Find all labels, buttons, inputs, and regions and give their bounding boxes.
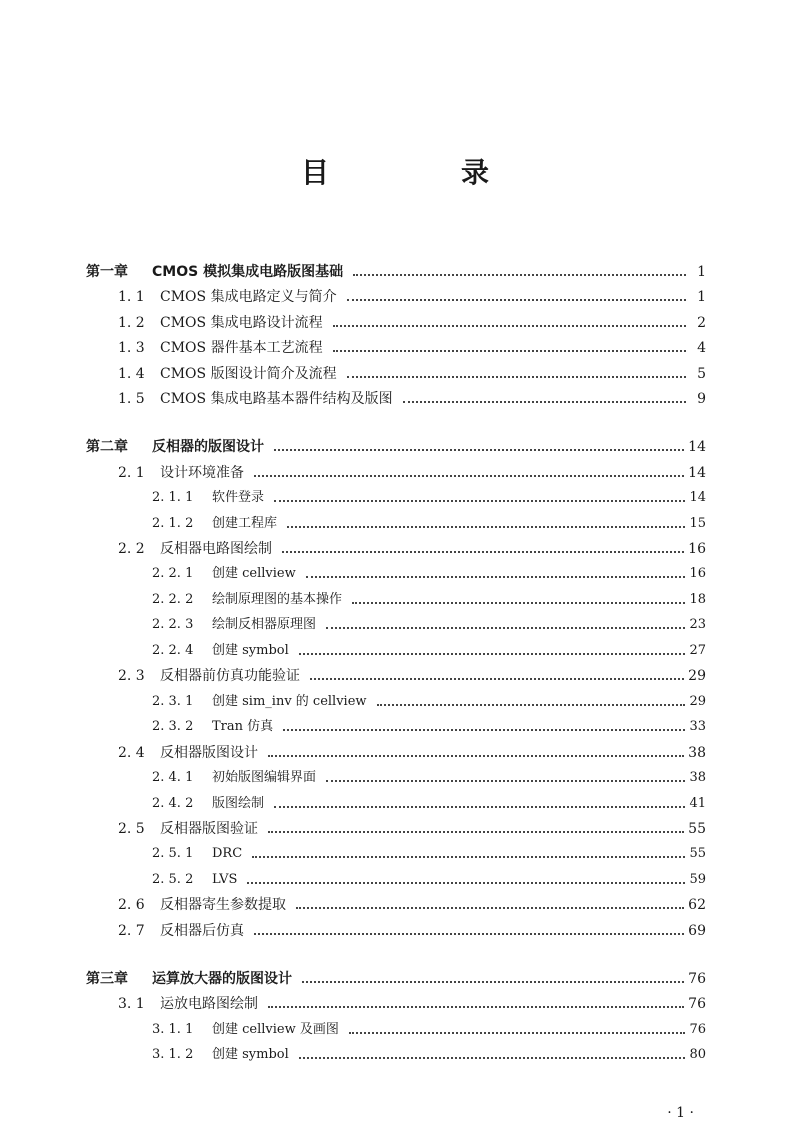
toc-number: 1. 3: [118, 340, 145, 357]
toc-chapter: [86, 434, 706, 456]
toc-number: 2. 7: [118, 922, 145, 939]
dot-leader: [333, 350, 686, 352]
toc-title: 创建 symbol: [212, 642, 289, 658]
toc-title: DRC: [212, 846, 243, 862]
toc-title: CMOS 集成电路定义与简介: [160, 289, 337, 306]
toc-page: 76: [688, 970, 706, 987]
toc-title: 反相器版图设计: [160, 744, 258, 761]
toc-page: 14: [688, 464, 706, 481]
toc-section: [118, 460, 706, 482]
dot-leader: [283, 729, 685, 731]
toc-number: 2. 4. 2: [152, 795, 194, 811]
toc-number: 2. 2: [118, 541, 145, 557]
toc-page: 76: [689, 1021, 706, 1037]
toc-title: 运放电路图绘制: [160, 996, 258, 1013]
toc-page: 41: [689, 795, 706, 811]
toc-title: 创建 cellview 及画图: [212, 1021, 339, 1037]
toc-title: LVS: [212, 871, 238, 887]
toc-number: 1. 4: [118, 365, 145, 382]
dot-leader: [306, 576, 686, 578]
dot-leader: [333, 325, 686, 327]
toc-subsection: [152, 841, 706, 863]
toc-number: 3. 1. 2: [152, 1047, 194, 1063]
toc-number: 2. 4. 1: [152, 770, 194, 786]
toc-title: 绘制反相器原理图: [212, 617, 317, 633]
toc-title: 设计环境准备: [160, 464, 244, 481]
toc-page: 29: [688, 668, 706, 685]
toc-subsection: [152, 511, 706, 533]
toc-title: CMOS 版图设计简介及流程: [160, 365, 337, 382]
dot-leader: [247, 882, 685, 884]
toc-title: 版图绘制: [212, 795, 265, 811]
toc-subsection: [152, 638, 706, 660]
toc-subsection: [152, 714, 706, 736]
toc-title: 创建工程库: [212, 515, 278, 531]
dot-leader: [326, 780, 685, 782]
dot-leader: [252, 856, 685, 858]
dot-leader: [268, 1006, 684, 1008]
toc-number: 3. 1. 1: [152, 1021, 194, 1037]
toc-number: 2. 2. 4: [152, 642, 194, 658]
toc-number: 2. 5. 2: [152, 871, 194, 887]
toc-page: 2: [697, 314, 706, 331]
toc-number: 2. 3: [118, 668, 145, 685]
toc-page: 33: [689, 719, 706, 735]
page-title: 目 录: [300, 156, 541, 189]
toc-number: 2. 5: [118, 821, 145, 837]
toc-section: [118, 918, 706, 940]
toc-section: [118, 284, 706, 306]
dot-leader: [299, 653, 686, 655]
toc-page: 38: [688, 744, 706, 761]
toc-number: 1. 5: [118, 391, 145, 408]
toc-title: 反相器前仿真功能验证: [160, 668, 300, 685]
toc-title: 创建 symbol: [212, 1047, 289, 1063]
dot-leader: [347, 299, 686, 301]
toc-subsection: [152, 561, 706, 583]
toc-title: 反相器寄生参数提取: [160, 897, 286, 914]
toc-section: [118, 991, 706, 1013]
toc-number: 2. 3. 2: [152, 719, 194, 735]
toc-page: 69: [688, 922, 706, 939]
dot-leader: [268, 831, 684, 833]
toc-subsection: [152, 485, 706, 507]
toc-section: [118, 892, 706, 914]
dot-leader: [326, 627, 685, 629]
dot-leader: [347, 376, 686, 378]
toc-page: 5: [697, 365, 706, 382]
dot-leader: [377, 704, 686, 706]
toc-number: 2. 6: [118, 897, 145, 914]
toc-number: 2. 1. 1: [152, 490, 194, 506]
dot-leader: [274, 806, 685, 808]
toc-chapter: [86, 966, 706, 988]
toc-page: 76: [688, 996, 706, 1013]
toc-section: [118, 361, 706, 383]
toc-title: 反相器的版图设计: [152, 439, 264, 456]
toc-page: 16: [688, 541, 706, 557]
toc-title: 反相器电路图绘制: [160, 541, 272, 557]
dot-leader: [302, 981, 684, 983]
toc-number: 2. 5. 1: [152, 846, 194, 862]
dot-leader: [349, 1032, 686, 1034]
toc-subsection: [152, 867, 706, 889]
toc-page: 23: [689, 617, 706, 633]
dot-leader: [310, 678, 684, 680]
page-number: · 1 ·: [667, 1105, 694, 1121]
toc-subsection: [152, 765, 706, 787]
toc-number: 1. 1: [118, 289, 145, 306]
toc-title: CMOS 集成电路设计流程: [160, 314, 323, 331]
toc-title: 软件登录: [212, 490, 265, 506]
toc-page: 27: [689, 642, 706, 658]
dot-leader: [352, 602, 685, 604]
dot-leader: [299, 1057, 686, 1059]
toc-page: 38: [689, 770, 706, 786]
toc-number: 2. 2. 2: [152, 591, 194, 607]
toc-number: 1. 2: [118, 314, 145, 331]
toc-number: 3. 1: [118, 996, 145, 1013]
toc-page: 1: [697, 264, 706, 280]
toc-page: 15: [689, 515, 706, 531]
toc-section: [118, 335, 706, 357]
dot-leader: [287, 526, 685, 528]
toc-number: 第一章: [86, 264, 128, 280]
toc-page: 55: [689, 846, 706, 862]
dot-leader: [274, 449, 684, 451]
toc-title: CMOS 模拟集成电路版图基础: [152, 264, 344, 280]
toc-title: 创建 sim_inv 的 cellview: [212, 693, 367, 709]
toc-page: 80: [689, 1047, 706, 1063]
dot-leader: [254, 475, 684, 477]
toc-section: [118, 816, 706, 838]
toc-title: 绘制原理图的基本操作: [212, 591, 343, 607]
toc-title: 运算放大器的版图设计: [152, 970, 292, 987]
toc-title: 初始版图编辑界面: [212, 770, 317, 786]
toc-number: 2. 1. 2: [152, 515, 194, 531]
toc-number: 2. 4: [118, 744, 145, 761]
toc-subsection: [152, 689, 706, 711]
toc-title: CMOS 集成电路基本器件结构及版图: [160, 391, 393, 408]
dot-leader: [268, 755, 684, 757]
toc-page: 29: [689, 693, 706, 709]
toc-page: 14: [689, 490, 706, 506]
toc-page: 18: [689, 591, 706, 607]
toc-page: 1: [697, 289, 706, 306]
dot-leader: [353, 274, 686, 276]
toc-title: 反相器版图验证: [160, 821, 258, 837]
toc-page: 62: [688, 897, 706, 914]
toc-title: CMOS 器件基本工艺流程: [160, 340, 323, 357]
toc-subsection: [152, 791, 706, 813]
toc-page: 14: [688, 439, 706, 456]
toc-page: 55: [688, 821, 706, 837]
toc-page: 9: [697, 391, 706, 408]
toc-section: [118, 536, 706, 558]
dot-leader: [282, 551, 684, 553]
toc-title: 创建 cellview: [212, 566, 296, 582]
toc-number: 第二章: [86, 439, 128, 456]
toc-page: 16: [689, 566, 706, 582]
toc-section: [118, 740, 706, 762]
toc-subsection: [152, 1017, 706, 1039]
dot-leader: [296, 907, 684, 909]
toc-section: [118, 386, 706, 408]
toc-number: 2. 2. 1: [152, 566, 194, 582]
toc-subsection: [152, 1042, 706, 1064]
toc-number: 2. 2. 3: [152, 617, 194, 633]
toc-title: Tran 仿真: [212, 719, 274, 735]
toc-section: [118, 310, 706, 332]
toc-title: 反相器后仿真: [160, 922, 244, 939]
toc-page: 59: [689, 871, 706, 887]
toc-subsection: [152, 612, 706, 634]
dot-leader: [254, 933, 684, 935]
toc-page: 4: [697, 340, 706, 357]
toc-chapter: [86, 259, 706, 281]
toc-section: [118, 663, 706, 685]
toc-number: 2. 3. 1: [152, 693, 194, 709]
toc-number: 2. 1: [118, 464, 145, 481]
toc-number: 第三章: [86, 970, 128, 987]
dot-leader: [403, 401, 686, 403]
dot-leader: [274, 500, 685, 502]
toc-subsection: [152, 587, 706, 609]
